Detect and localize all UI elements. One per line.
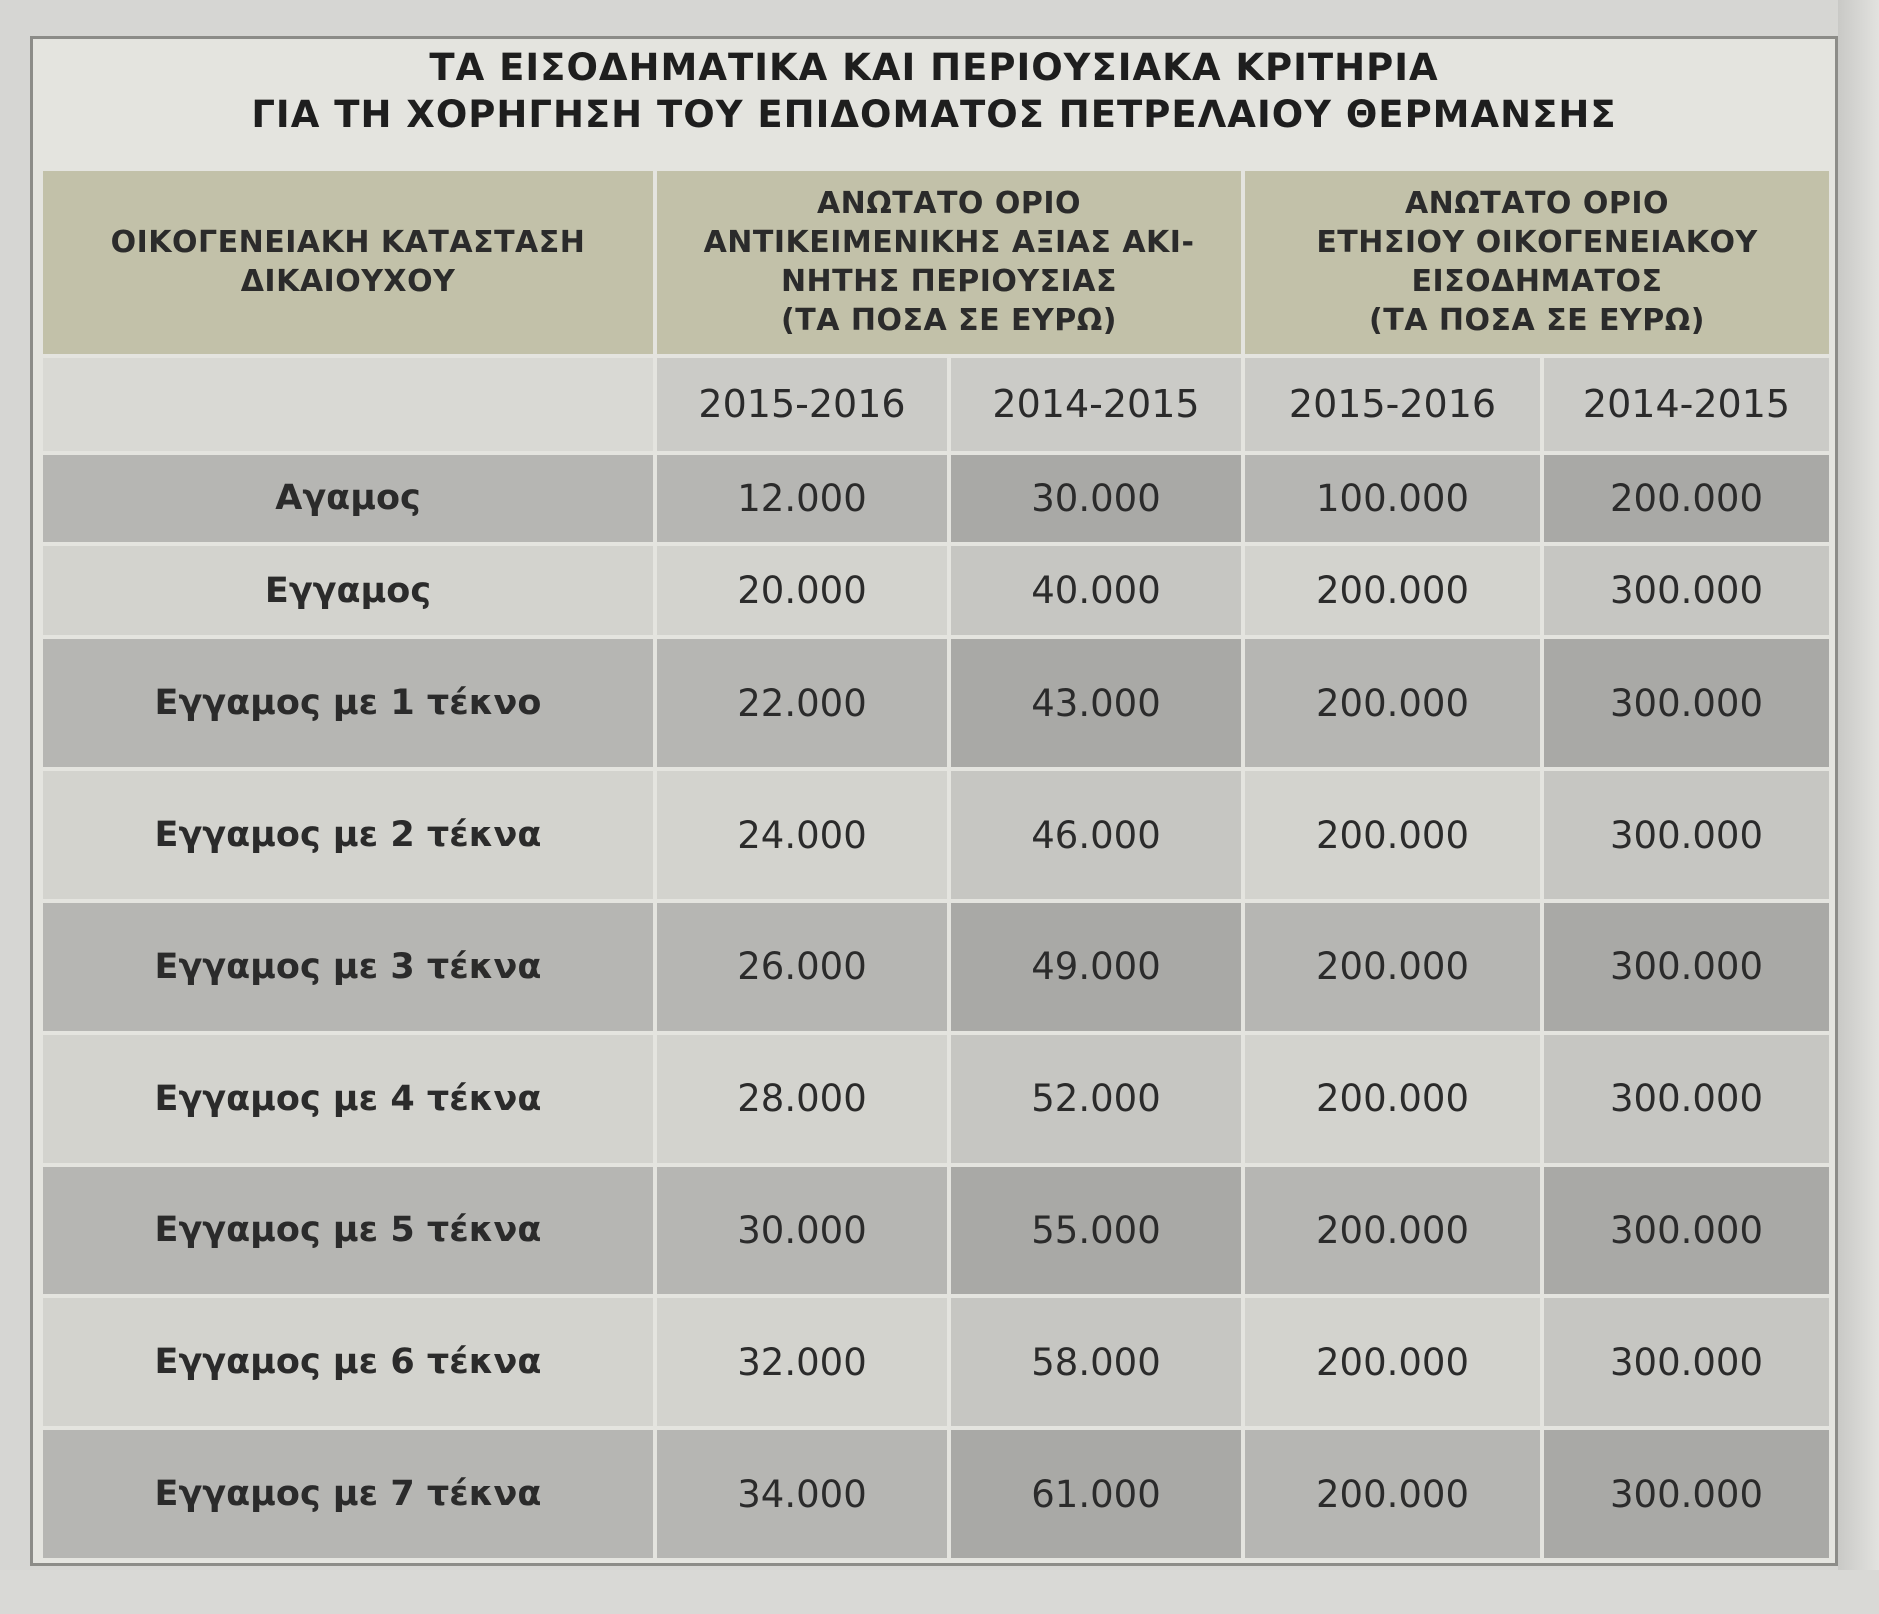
row-label: Εγγαμος	[43, 546, 653, 635]
value-cell: 300.000	[1544, 639, 1829, 767]
header-income-limit: ΑΝΩΤΑΤΟ ΟΡΙΟ ΕΤΗΣΙΟΥ ΟΙΚΟΓΕΝΕΙΑΚΟΥ ΕΙΣΟΔΗΜΑΤΟΣ (ΤΑ ΠΟΣΑ ΣΕ ΕΥΡΩ)	[1245, 171, 1829, 354]
header-family-status: ΟΙΚΟΓΕΝΕΙΑΚΗ ΚΑΤΑΣΤΑΣΗ ΔΙΚΑΙΟΥΧΟΥ	[43, 171, 653, 354]
value-cell: 200.000	[1544, 455, 1829, 542]
value-cell: 200.000	[1245, 771, 1540, 899]
year-cell: 2015-2016	[657, 358, 947, 451]
row-label: Εγγαμος με 1 τέκνο	[43, 639, 653, 767]
value-cell: 100.000	[1245, 455, 1540, 542]
value-cell: 12.000	[657, 455, 947, 542]
value-cell: 30.000	[951, 455, 1241, 542]
value-cell: 58.000	[951, 1298, 1241, 1426]
value-cell: 200.000	[1245, 546, 1540, 635]
table-row	[43, 1167, 1829, 1295]
value-cell: 30.000	[657, 1167, 947, 1295]
year-empty-cell	[43, 358, 653, 451]
row-label: Εγγαμος με 3 τέκνα	[43, 903, 653, 1031]
value-cell: 200.000	[1245, 1430, 1540, 1558]
value-cell: 55.000	[951, 1167, 1241, 1295]
value-cell: 20.000	[657, 546, 947, 635]
title-line-2: ΓΙΑ ΤΗ ΧΟΡΗΓΗΣΗ ΤΟΥ ΕΠΙΔΟΜΑΤΟΣ ΠΕΤΡΕΛΑΙΟΥ ΘΕΡΜΑΝΣΗΣ	[251, 93, 1617, 136]
header-row	[43, 171, 1829, 354]
value-cell: 43.000	[951, 639, 1241, 767]
value-cell: 200.000	[1245, 1035, 1540, 1163]
value-cell: 300.000	[1544, 1430, 1829, 1558]
value-cell: 61.000	[951, 1430, 1241, 1558]
table-row	[43, 639, 1829, 767]
value-cell: 200.000	[1245, 639, 1540, 767]
row-label: Εγγαμος με 7 τέκνα	[43, 1430, 653, 1558]
value-cell: 49.000	[951, 903, 1241, 1031]
year-cell: 2014-2015	[951, 358, 1241, 451]
value-cell: 200.000	[1245, 1167, 1540, 1295]
table-row	[43, 1298, 1829, 1426]
row-label: Αγαμος	[43, 455, 653, 542]
page-edge	[1838, 0, 1879, 1614]
table-row	[43, 455, 1829, 542]
value-cell: 46.000	[951, 771, 1241, 899]
value-cell: 34.000	[657, 1430, 947, 1558]
table-row	[43, 546, 1829, 635]
value-cell: 40.000	[951, 546, 1241, 635]
row-label: Εγγαμος με 6 τέκνα	[43, 1298, 653, 1426]
value-cell: 300.000	[1544, 1298, 1829, 1426]
value-cell: 300.000	[1544, 1035, 1829, 1163]
criteria-table	[39, 167, 1833, 1562]
year-cell: 2015-2016	[1245, 358, 1540, 451]
value-cell: 22.000	[657, 639, 947, 767]
value-cell: 300.000	[1544, 1167, 1829, 1295]
table-row	[43, 1035, 1829, 1163]
title-line-1: ΤΑ ΕΙΣΟΔΗΜΑΤΙΚΑ ΚΑΙ ΠΕΡΙΟΥΣΙΑΚΑ ΚΡΙΤΗΡΙΑ	[429, 46, 1439, 89]
value-cell: 32.000	[657, 1298, 947, 1426]
year-row	[43, 358, 1829, 451]
value-cell: 300.000	[1544, 546, 1829, 635]
value-cell: 300.000	[1544, 903, 1829, 1031]
row-label: Εγγαμος με 5 τέκνα	[43, 1167, 653, 1295]
table-title	[33, 44, 1835, 160]
value-cell: 28.000	[657, 1035, 947, 1163]
value-cell: 52.000	[951, 1035, 1241, 1163]
value-cell: 26.000	[657, 903, 947, 1031]
table-row	[43, 771, 1829, 899]
value-cell: 200.000	[1245, 903, 1540, 1031]
header-property-limit: ΑΝΩΤΑΤΟ ΟΡΙΟ ΑΝΤΙΚΕΙΜΕΝΙΚΗΣ ΑΞΙΑΣ ΑΚΙ- ΝΗΤΗΣ ΠΕΡΙΟΥΣΙΑΣ (ΤΑ ΠΟΣΑ ΣΕ ΕΥΡΩ)	[657, 171, 1241, 354]
row-label: Εγγαμος με 2 τέκνα	[43, 771, 653, 899]
page-bottom-margin	[0, 1570, 1879, 1614]
year-cell: 2014-2015	[1544, 358, 1829, 451]
value-cell: 300.000	[1544, 771, 1829, 899]
row-label: Εγγαμος με 4 τέκνα	[43, 1035, 653, 1163]
table-row	[43, 903, 1829, 1031]
value-cell: 200.000	[1245, 1298, 1540, 1426]
value-cell: 24.000	[657, 771, 947, 899]
table-row	[43, 1430, 1829, 1558]
